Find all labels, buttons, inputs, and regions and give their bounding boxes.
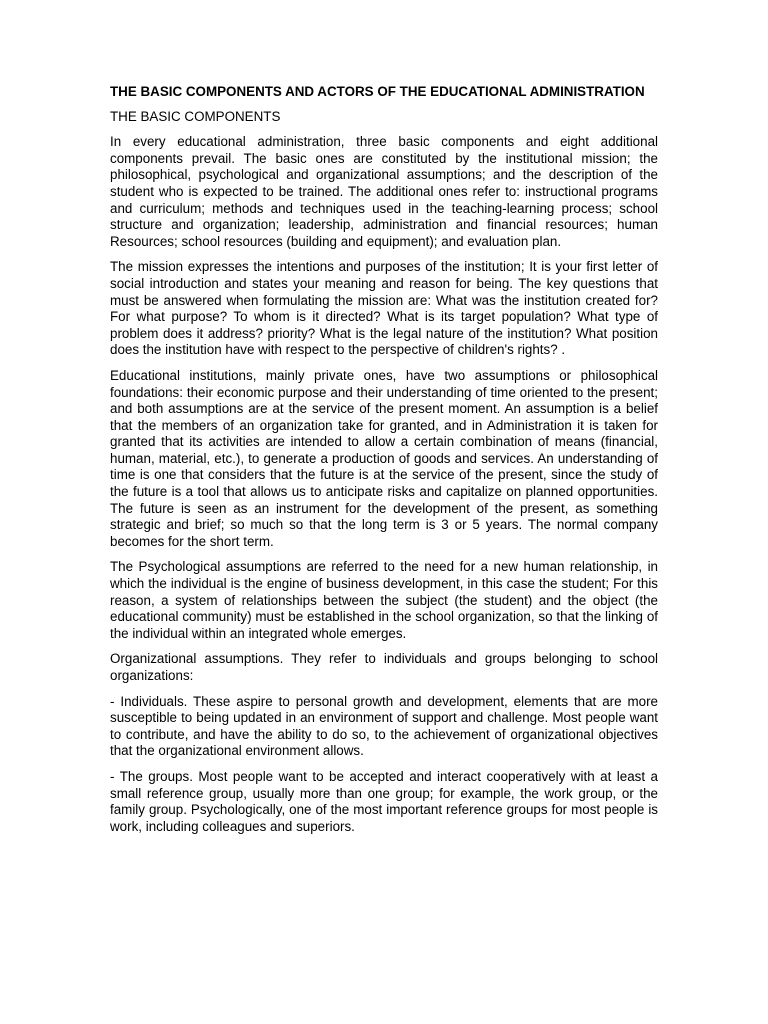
paragraph-psychological-assumptions: The Psychological assumptions are referred to the need for a new human relationship, in which the individual is the engine of business development, in this case the student; For this reason, a system of relationships between the subject (the student) and the object (the educational community) must be established in the school organization, so that the linking of the individual within an integrated whole emerges. [110,559,658,641]
paragraph-individuals: - Individuals. These aspire to personal growth and development, elements that are more susceptible to being updated in an environment of support and challenge. Most people want to contribute, and have the ability to do so, to the achievement of organizational objectives that the organizational environment allows. [110,693,658,759]
paragraph-groups: - The groups. Most people want to be accepted and interact cooperatively with at least a small reference group, usually more than one group; for example, the work group, or the family group. Psychologically, one of the most important reference groups for most people is work, including colleagues and superiors. [110,768,658,834]
paragraph-mission: The mission expresses the intentions and purposes of the institution; It is your first letter of social introduction and states your meaning and reason for being. The key questions that must be answered when formulating the mission are: What was the institution created for? For what purpose? To whom is it directed? What is its target population? What type of problem does it address? priority? What is the legal nature of the institution? What position does the institution have with respect to the perspective of children's rights? . [110,259,658,358]
paragraph-organizational-assumptions: Organizational assumptions. They refer to individuals and groups belonging to school organizations: [110,651,658,683]
paragraph-basic-components: In every educational administration, three basic components and eight additional components prevail. The basic ones are constituted by the institutional mission; the philosophical, psychological and organizational assumptions; and the description of the student who is expected to be trained. The additional ones refer to: instructional programs and curriculum; methods and techniques used in the teaching-learning process; school structure and organization; leadership, administration and financial resources; human Resources; school resources (building and equipment); and evaluation plan. [110,134,658,249]
document-title: THE BASIC COMPONENTS AND ACTORS OF THE EDUCATIONAL ADMINISTRATION [110,84,645,99]
section-heading: THE BASIC COMPONENTS [110,108,281,124]
paragraph-philosophical-assumptions: Educational institutions, mainly private ones, have two assumptions or philosophical foundations: their economic purpose and their understanding of time oriented to the present; and both assumptions are at the service of the present moment. An assumption is a belief that the members of an organization take for granted, and in Administration it is taken for granted that its activities are intended to allow a certain combination of means (financial, human, material, etc.), to generate a production of goods and services. An understanding of time is one that considers that the future is at the service of the present, since the study of the future is a tool that allows us to anticipate risks and capitalize on planned opportunities. The future is seen as an instrument for the development of the present, as something strategic and brief; so much so that the long term is 3 or 5 years. The normal company becomes for the short term. [110,367,658,549]
document-page [110,84,658,844]
